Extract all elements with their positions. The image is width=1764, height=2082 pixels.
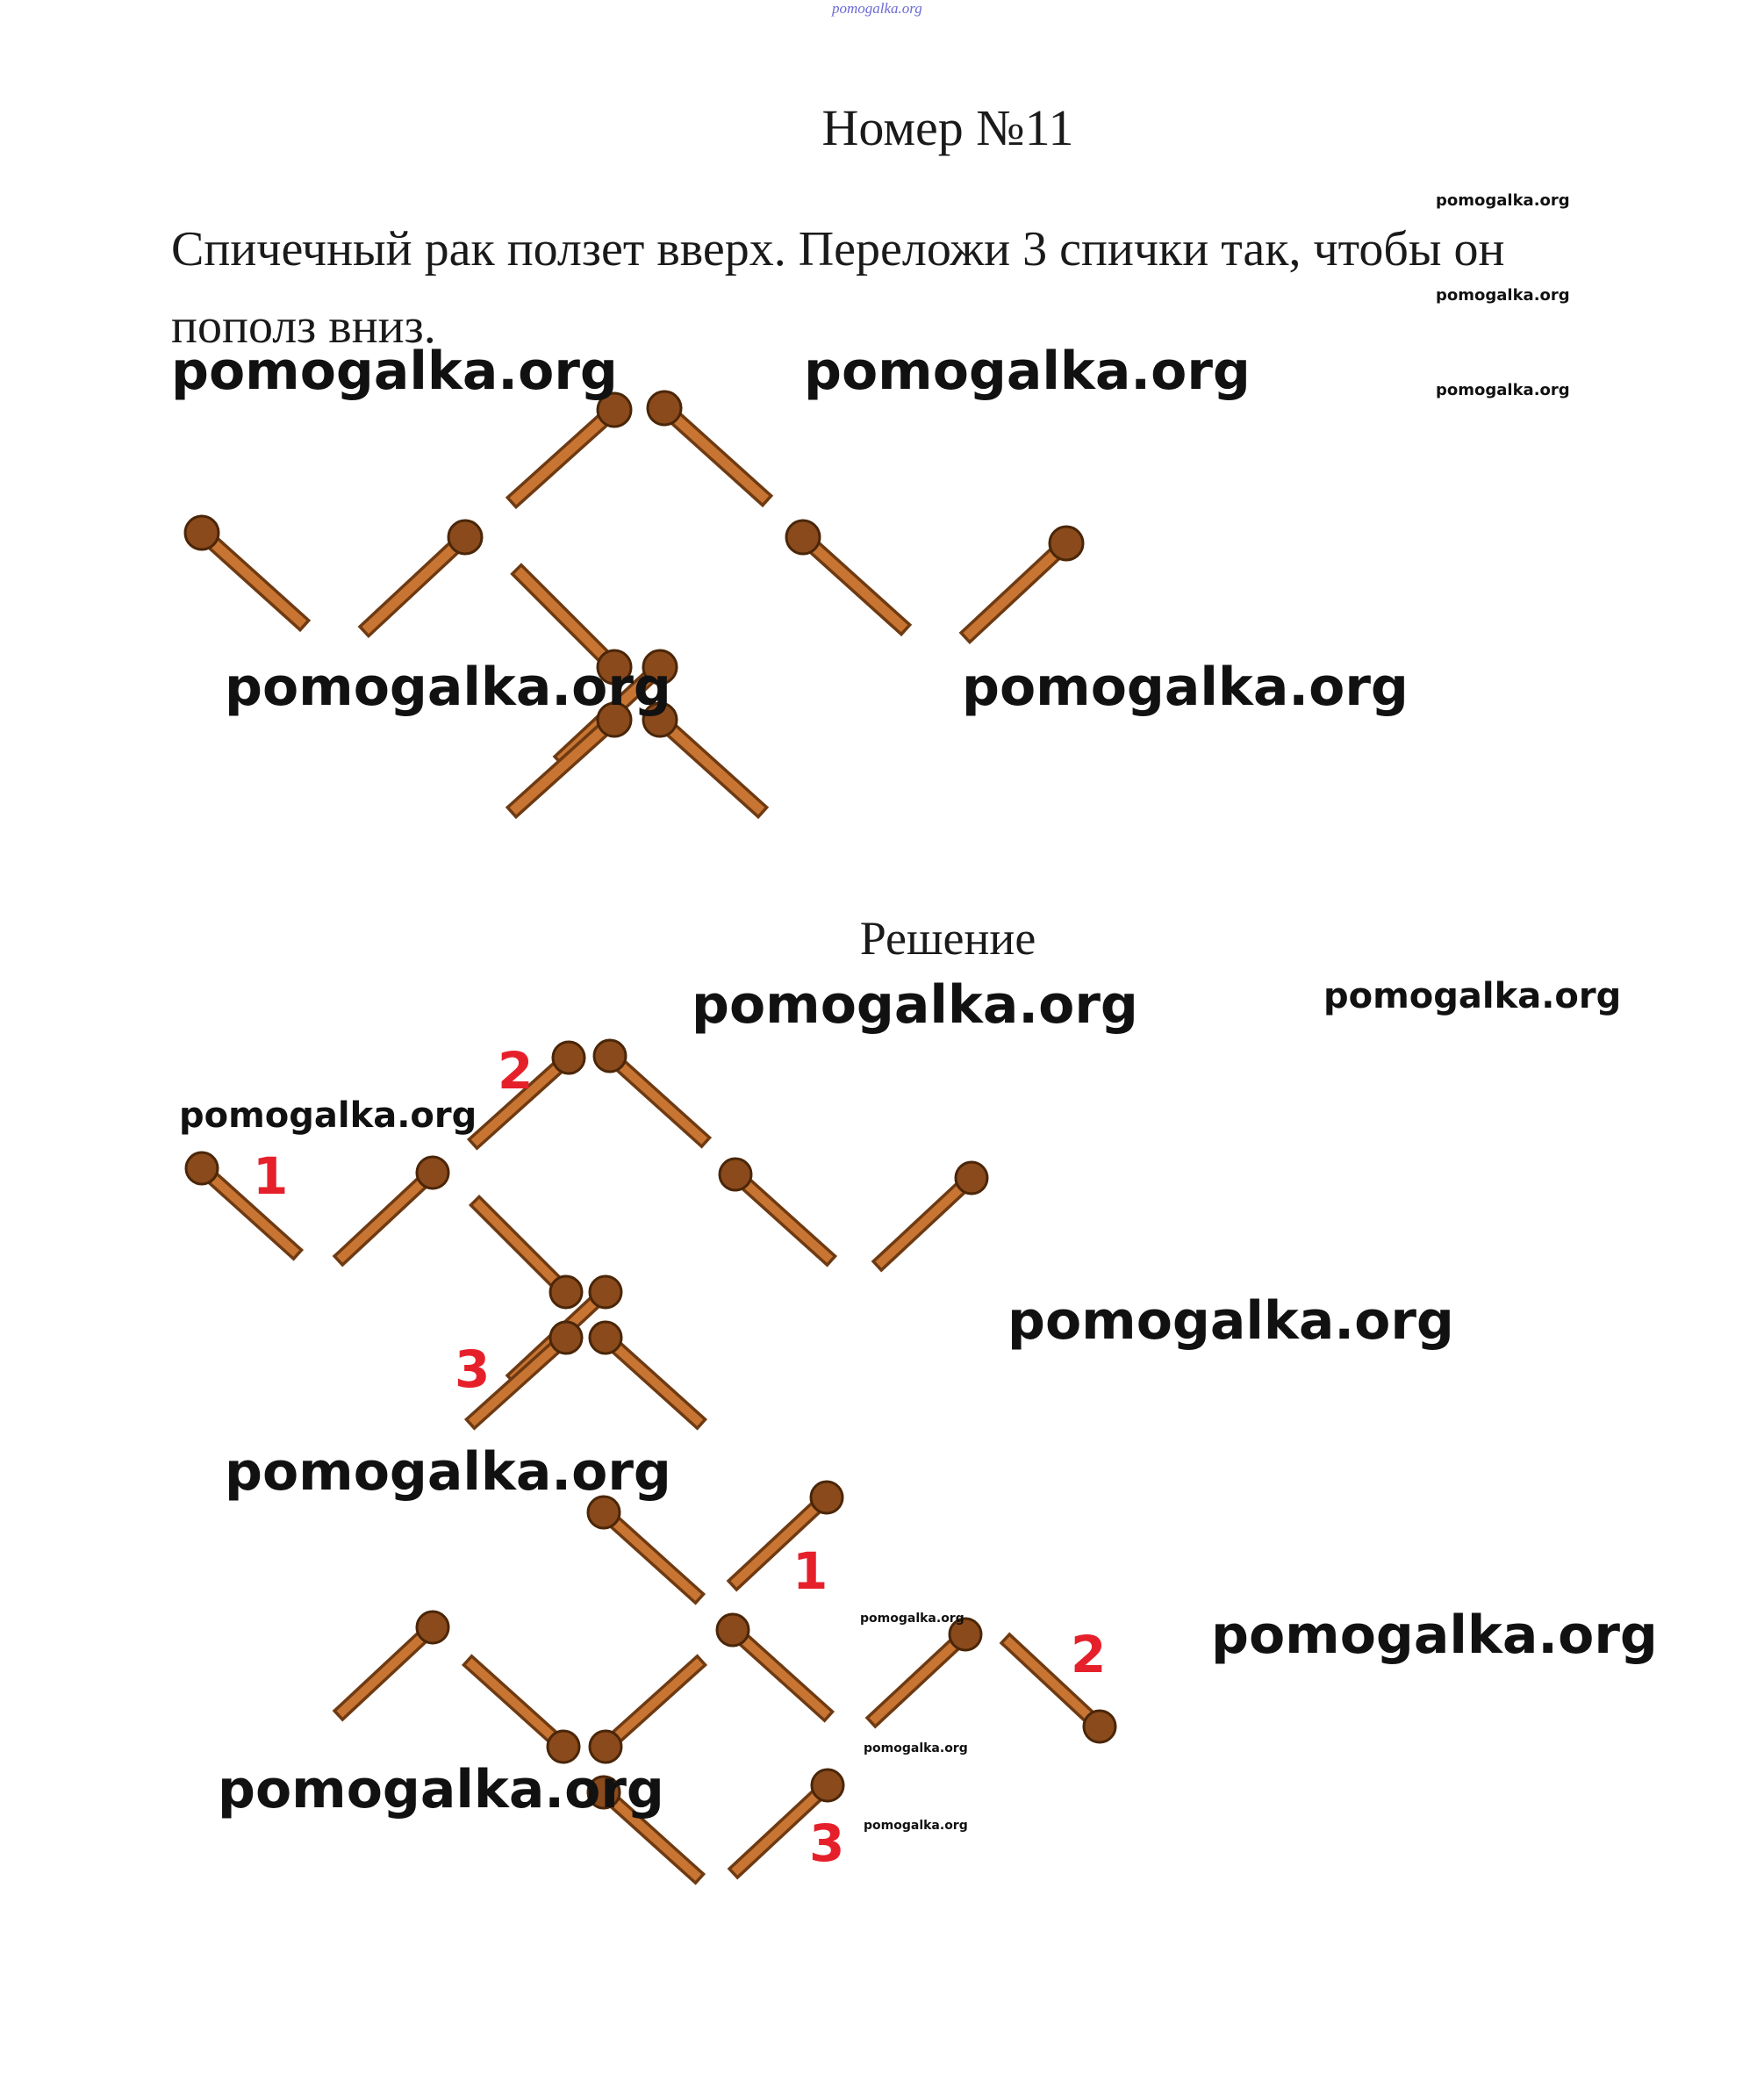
match bbox=[588, 1034, 713, 1150]
watermark: pomogalka.org bbox=[1007, 1290, 1454, 1352]
figure-original bbox=[178, 384, 1090, 820]
label-2-marked: 2 bbox=[498, 1041, 534, 1101]
watermark: pomogalka.org bbox=[225, 657, 671, 718]
watermark: pomogalka.org bbox=[1436, 381, 1570, 399]
match bbox=[178, 509, 311, 633]
watermark: pomogalka.org bbox=[864, 1819, 968, 1833]
figure-marked bbox=[180, 1034, 994, 1432]
figure-result bbox=[332, 1475, 1122, 1886]
watermark: pomogalka.org bbox=[692, 974, 1138, 1036]
label-1-marked: 1 bbox=[253, 1146, 289, 1206]
watermark: pomogalka.org bbox=[860, 1612, 964, 1626]
problem-text: Спичечный рак ползет вверх. Переложи 3 спички так, чтобы он пополз вниз. bbox=[171, 222, 1505, 354]
match bbox=[713, 1152, 838, 1268]
watermark: pomogalka.org bbox=[225, 1441, 671, 1503]
label-2-result: 2 bbox=[1071, 1625, 1107, 1684]
match bbox=[332, 1605, 455, 1723]
match bbox=[641, 384, 773, 508]
match bbox=[958, 520, 1090, 645]
watermark: pomogalka.org bbox=[1436, 286, 1570, 305]
watermark: pomogalka.org bbox=[962, 657, 1409, 718]
watermark: pomogalka.org bbox=[1211, 1605, 1658, 1666]
site-header[interactable]: pomogalka.org bbox=[832, 0, 922, 17]
watermark: pomogalka.org bbox=[171, 341, 618, 402]
watermark: pomogalka.org bbox=[218, 1759, 664, 1820]
match bbox=[726, 1475, 849, 1593]
label-1-result: 1 bbox=[792, 1541, 828, 1601]
match bbox=[582, 1490, 706, 1606]
match bbox=[506, 386, 638, 510]
match bbox=[871, 1156, 993, 1274]
match bbox=[711, 1608, 835, 1724]
solution-heading: Решение bbox=[859, 912, 1036, 965]
watermark: pomogalka.org bbox=[1436, 191, 1570, 210]
match bbox=[779, 513, 912, 637]
watermark: pomogalka.org bbox=[864, 1741, 968, 1755]
label-3-marked: 3 bbox=[455, 1339, 491, 1399]
match bbox=[468, 1194, 588, 1314]
match bbox=[584, 1653, 708, 1769]
watermark: pomogalka.org bbox=[804, 341, 1251, 402]
page-title: Номер №11 bbox=[821, 99, 1074, 156]
match bbox=[357, 513, 489, 639]
match bbox=[864, 1612, 987, 1730]
match bbox=[584, 1316, 708, 1432]
match bbox=[332, 1151, 455, 1268]
watermark: pomogalka.org bbox=[1323, 976, 1622, 1016]
match bbox=[462, 1653, 586, 1769]
watermark: pomogalka.org bbox=[179, 1095, 477, 1136]
label-3-result: 3 bbox=[809, 1813, 845, 1873]
